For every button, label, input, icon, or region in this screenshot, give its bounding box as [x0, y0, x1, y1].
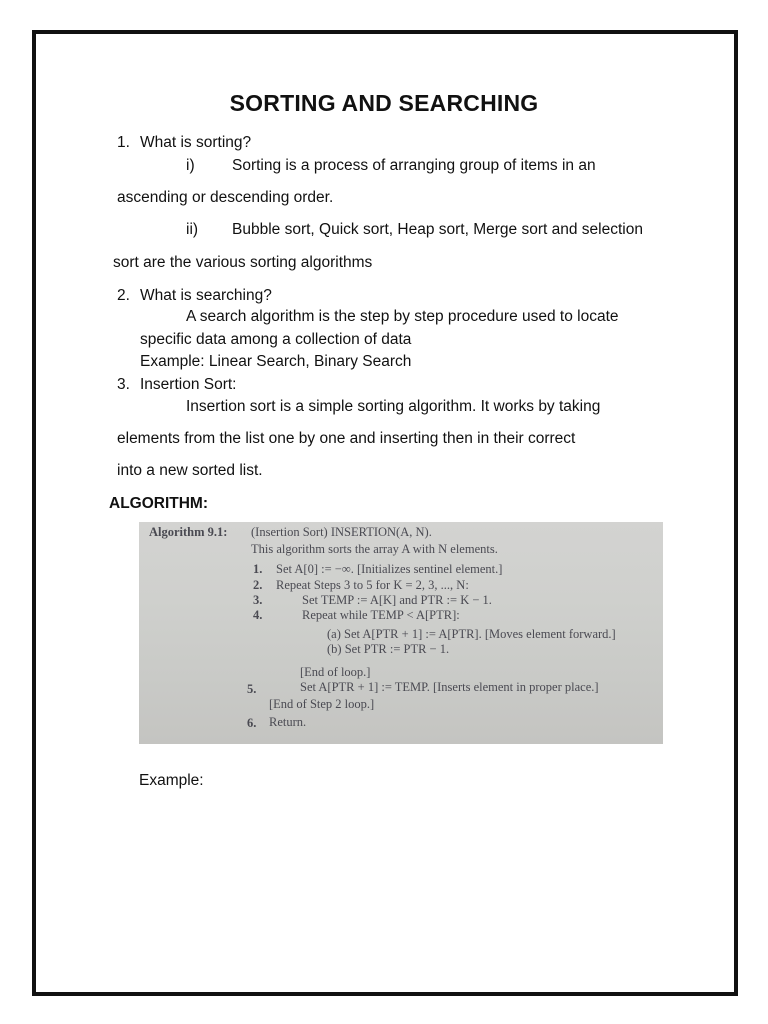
- q1-i-line1: Sorting is a process of arranging group of items in an: [232, 157, 596, 174]
- scan-step-number: 4.: [253, 608, 263, 622]
- q1-ii-line2: sort are the various sorting algorithms: [113, 254, 373, 271]
- scan-step-text: Return.: [269, 715, 307, 729]
- scan-step-text: Set A[0] := −∞. [Initializes sentinel element.]: [276, 562, 503, 576]
- scan-step-text: Set A[PTR + 1] := TEMP. [Inserts element in proper place.]: [300, 680, 599, 694]
- page-title: SORTING AND SEARCHING: [229, 90, 539, 116]
- q2-line3: Example: Linear Search, Binary Search: [140, 353, 412, 370]
- q3-question: Insertion Sort:: [140, 376, 237, 393]
- q2-line2: specific data among a collection of data: [140, 331, 412, 348]
- q3-line3: into a new sorted list.: [117, 462, 263, 479]
- algorithm-scan-image: [139, 522, 663, 744]
- scan-step-text: Set TEMP := A[K] and PTR := K − 1.: [302, 593, 492, 607]
- q3-number: 3.: [117, 376, 130, 393]
- scan-step-number: 1.: [253, 562, 263, 576]
- scan-step-number: 3.: [253, 593, 263, 607]
- q1-question: What is sorting?: [140, 134, 252, 151]
- scan-substep-b: (b) Set PTR := PTR − 1.: [327, 642, 450, 656]
- algorithm-heading: ALGORITHM:: [109, 495, 209, 512]
- q2-line1: A search algorithm is the step by step procedure used to locate: [186, 308, 619, 325]
- q1-ii-line1: Bubble sort, Quick sort, Heap sort, Merge sort and selection: [232, 221, 643, 238]
- q1-number: 1.: [117, 134, 130, 151]
- q1-i-line2: ascending or descending order.: [117, 189, 334, 206]
- scan-step-number: 2.: [253, 578, 263, 592]
- scan-algorithm-label: Algorithm 9.1:: [149, 525, 228, 539]
- scan-end-loop: [End of loop.]: [300, 665, 371, 679]
- scan-algorithm-title: (Insertion Sort) INSERTION(A, N).: [251, 525, 432, 539]
- q2-question: What is searching?: [140, 287, 272, 304]
- scan-step-number: 5.: [247, 682, 257, 696]
- q3-line2: elements from the list one by one and inserting then in their correct: [117, 430, 576, 447]
- scan-subheading: This algorithm sorts the array A with N elements.: [251, 542, 498, 556]
- q3-line1: Insertion sort is a simple sorting algorithm. It works by taking: [186, 398, 601, 415]
- q1-ii-marker: ii): [186, 221, 199, 238]
- q2-number: 2.: [117, 287, 130, 304]
- scan-end-step2: [End of Step 2 loop.]: [269, 697, 375, 711]
- scan-step-text: Repeat while TEMP < A[PTR]:: [302, 608, 460, 622]
- scan-step-number: 6.: [247, 716, 257, 730]
- q1-i-marker: i): [186, 157, 195, 174]
- scan-step-text: Repeat Steps 3 to 5 for K = 2, 3, ..., N:: [276, 578, 469, 592]
- example-label: Example:: [139, 772, 204, 789]
- scan-substep-a: (a) Set A[PTR + 1] := A[PTR]. [Moves element forward.]: [327, 627, 616, 641]
